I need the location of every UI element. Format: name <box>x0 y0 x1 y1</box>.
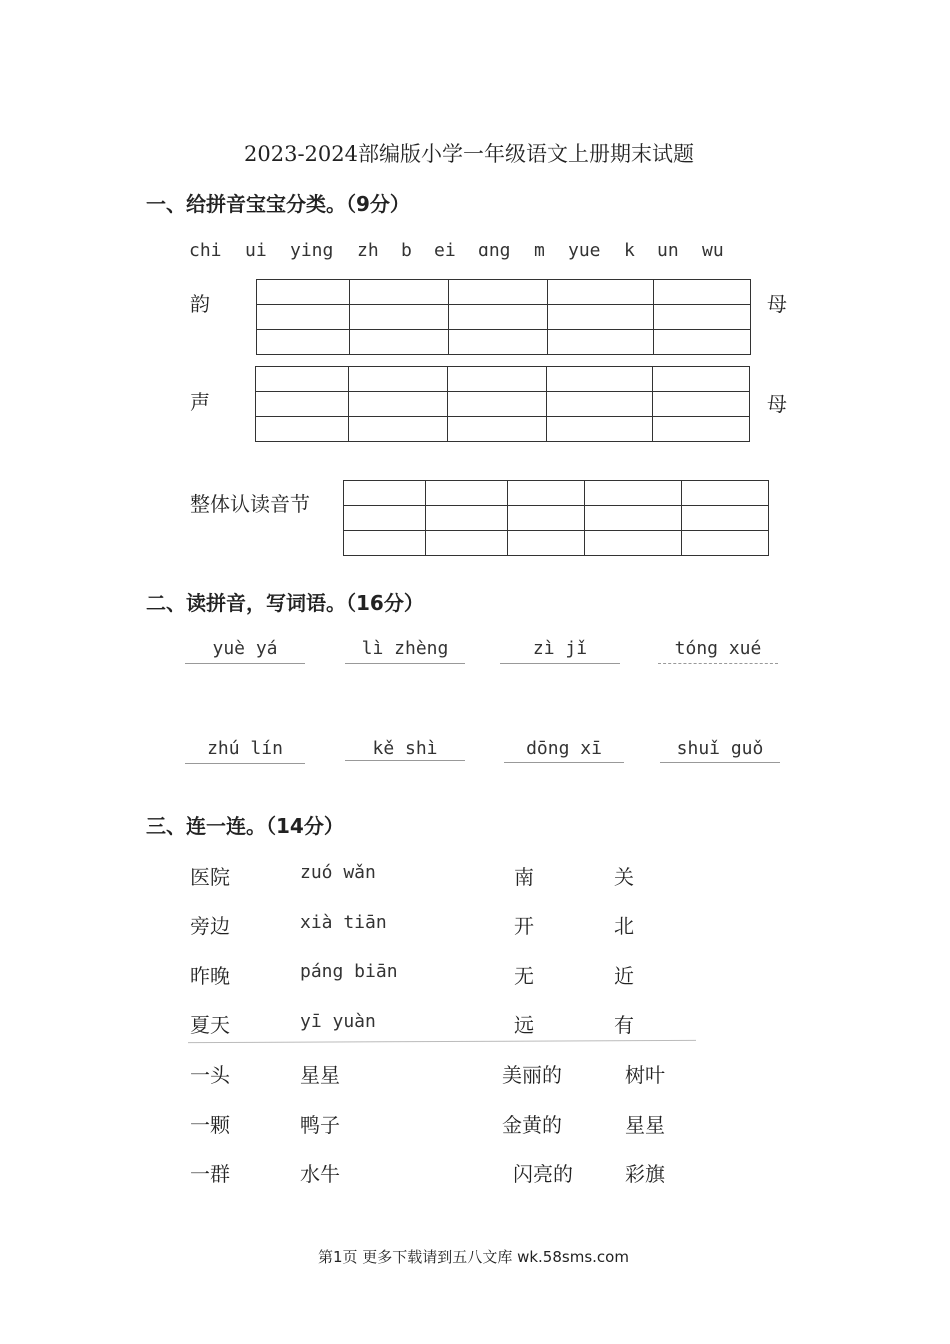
pinyin-word: tóng xué <box>674 638 762 659</box>
quantifier[interactable]: 一群 <box>190 1162 230 1186</box>
grid-cell[interactable] <box>654 280 751 305</box>
pinyin-word: shuǐ guǒ <box>676 738 764 759</box>
shengmu-label-left: 声 <box>190 390 210 414</box>
shengmu-label-right: 母 <box>767 392 787 416</box>
grid-cell[interactable] <box>256 392 349 417</box>
adjective[interactable]: 闪亮的 <box>513 1162 573 1186</box>
yunmu-label-left: 韵 <box>190 292 210 316</box>
syllable: yue <box>568 240 601 261</box>
grid-cell[interactable] <box>349 417 448 442</box>
match-word[interactable]: 旁边 <box>190 914 230 938</box>
grid-cell[interactable] <box>585 481 682 506</box>
object[interactable]: 彩旗 <box>625 1162 665 1186</box>
grid-cell[interactable] <box>256 367 349 392</box>
syllable: ying <box>290 240 334 261</box>
grid-cell[interactable] <box>585 531 682 556</box>
answer-line[interactable] <box>345 760 465 761</box>
antonym-b[interactable]: 近 <box>614 964 634 988</box>
grid-cell[interactable] <box>449 330 548 355</box>
antonym-b[interactable]: 北 <box>614 914 634 938</box>
answer-line[interactable] <box>504 762 624 763</box>
grid-cell[interactable] <box>344 531 426 556</box>
grid-cell[interactable] <box>654 305 751 330</box>
grid-cell[interactable] <box>508 481 585 506</box>
zhengti-label: 整体认读音节 <box>190 492 310 516</box>
grid-cell[interactable] <box>508 531 585 556</box>
page-title: 2023-2024部编版小学一年级语文上册期末试题 <box>244 142 694 166</box>
grid-cell[interactable] <box>508 506 585 531</box>
grid-cell[interactable] <box>653 417 750 442</box>
section3-heading: 三、连一连。（14分） <box>146 814 344 838</box>
answer-line[interactable] <box>345 663 465 664</box>
noun[interactable]: 水牛 <box>300 1162 340 1186</box>
grid-cell[interactable] <box>448 417 547 442</box>
match-pinyin[interactable]: yī yuàn <box>300 1011 376 1032</box>
grid-cell[interactable] <box>426 481 508 506</box>
zhengti-grid <box>343 480 769 556</box>
grid-cell[interactable] <box>682 531 769 556</box>
object[interactable]: 星星 <box>625 1113 665 1137</box>
pinyin-word: dōng xī <box>526 738 602 759</box>
grid-cell[interactable] <box>548 330 654 355</box>
match-word[interactable]: 医院 <box>190 865 230 889</box>
antonym-a[interactable]: 远 <box>514 1013 534 1037</box>
noun[interactable]: 鸭子 <box>300 1113 340 1137</box>
antonym-b[interactable]: 关 <box>614 865 634 889</box>
syllable: k <box>624 240 635 261</box>
grid-cell[interactable] <box>349 392 448 417</box>
answer-line[interactable] <box>185 763 305 764</box>
match-word[interactable]: 夏天 <box>190 1013 230 1037</box>
match-pinyin[interactable]: páng biān <box>300 961 398 982</box>
grid-cell[interactable] <box>682 481 769 506</box>
grid-cell[interactable] <box>426 506 508 531</box>
answer-line[interactable] <box>658 663 778 664</box>
grid-cell[interactable] <box>448 367 547 392</box>
match-pinyin[interactable]: zuó wǎn <box>300 862 376 883</box>
antonym-a[interactable]: 无 <box>514 964 534 988</box>
grid-cell[interactable] <box>653 392 750 417</box>
grid-cell[interactable] <box>256 417 349 442</box>
grid-cell[interactable] <box>449 280 548 305</box>
syllable: ɑng <box>478 240 511 261</box>
syllable: wu <box>702 240 724 261</box>
grid-cell[interactable] <box>449 305 548 330</box>
grid-cell[interactable] <box>448 392 547 417</box>
answer-line[interactable] <box>660 762 780 763</box>
grid-cell[interactable] <box>547 392 653 417</box>
grid-cell[interactable] <box>548 305 654 330</box>
adjective[interactable]: 金黄的 <box>502 1113 562 1137</box>
antonym-a[interactable]: 南 <box>514 865 534 889</box>
shengmu-grid <box>255 366 750 442</box>
yunmu-label-right: 母 <box>767 292 787 316</box>
quantifier[interactable]: 一颗 <box>190 1113 230 1137</box>
grid-cell[interactable] <box>547 367 653 392</box>
syllable: b <box>401 240 412 261</box>
grid-cell[interactable] <box>547 417 653 442</box>
answer-line[interactable] <box>185 663 305 664</box>
syllable: ei <box>434 240 456 261</box>
answer-line[interactable] <box>500 663 620 664</box>
antonym-a[interactable]: 开 <box>514 914 534 938</box>
object[interactable]: 树叶 <box>625 1063 665 1087</box>
divider <box>188 1040 696 1043</box>
grid-cell[interactable] <box>682 506 769 531</box>
match-pinyin[interactable]: xià tiān <box>300 912 387 933</box>
syllable: ui <box>245 240 267 261</box>
pinyin-word: yuè yá <box>212 638 278 659</box>
grid-cell[interactable] <box>257 280 350 305</box>
grid-cell[interactable] <box>350 280 449 305</box>
pinyin-word: lì zhèng <box>361 638 449 659</box>
grid-cell[interactable] <box>585 506 682 531</box>
syllable: un <box>657 240 679 261</box>
page-footer: 第1页 更多下载请到五八文库 wk.58sms.com <box>318 1248 629 1266</box>
grid-cell[interactable] <box>426 531 508 556</box>
grid-cell[interactable] <box>548 280 654 305</box>
grid-cell[interactable] <box>344 506 426 531</box>
quantifier[interactable]: 一头 <box>190 1063 230 1087</box>
section2-heading: 二、读拼音，写词语。（16分） <box>146 591 424 615</box>
pinyin-word: zì jǐ <box>532 638 588 659</box>
grid-cell[interactable] <box>349 367 448 392</box>
section1-heading: 一、给拼音宝宝分类。（9分） <box>146 192 410 216</box>
adjective[interactable]: 美丽的 <box>502 1063 562 1087</box>
pinyin-word: zhú lín <box>207 738 283 759</box>
grid-cell[interactable] <box>350 305 449 330</box>
syllable: zh <box>357 240 379 261</box>
match-word[interactable]: 昨晚 <box>190 964 230 988</box>
grid-cell[interactable] <box>257 330 350 355</box>
grid-cell[interactable] <box>350 330 449 355</box>
syllable: chi <box>189 240 222 261</box>
yunmu-grid <box>256 279 751 355</box>
pinyin-word: kě shì <box>372 738 438 759</box>
syllable: m <box>534 240 545 261</box>
antonym-b[interactable]: 有 <box>614 1013 634 1037</box>
grid-cell[interactable] <box>653 367 750 392</box>
grid-cell[interactable] <box>654 330 751 355</box>
grid-cell[interactable] <box>344 481 426 506</box>
noun[interactable]: 星星 <box>300 1063 340 1087</box>
grid-cell[interactable] <box>257 305 350 330</box>
